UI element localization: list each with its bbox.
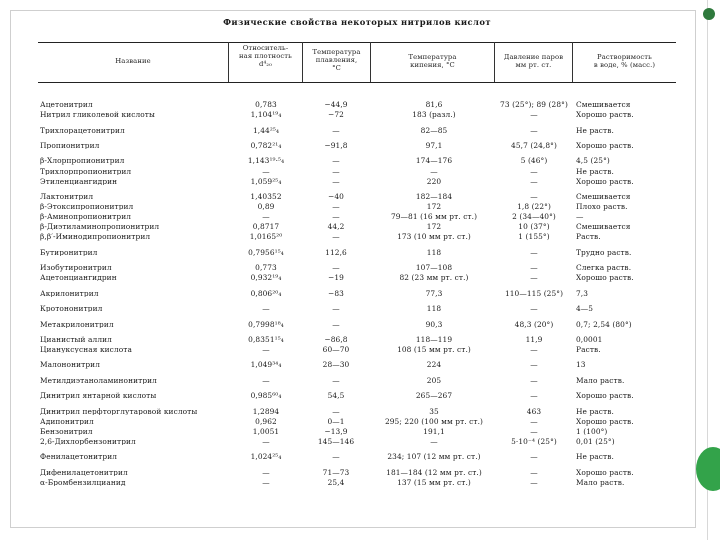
table-row [38,111,676,121]
cell-solubility: 4,5 (25°) [576,156,610,166]
table-row [38,479,676,489]
cell-solubility: Хорошо раств. [576,416,634,426]
cell-solubility: 13 [576,360,586,370]
cell-solubility: Хорошо раств. [576,467,634,477]
cell-boiling: 82—85 [420,125,448,135]
cell-melting: 25,4 [327,477,345,487]
cell-density: 1,0051 [252,426,280,436]
cell-melting: −86,8 [324,334,348,344]
cell-density: — [262,345,270,354]
cell-melting: −19 [328,273,344,283]
cell-boiling: 205 [426,375,442,385]
cell-boiling: 224 [426,360,442,370]
cell-vapor-pressure: — [530,426,538,436]
cell-name: Динитрил янтарной кислоты [40,392,157,400]
cell-name: Трихлорпропионитрил [40,167,132,175]
cell-melting: — [332,406,340,416]
cell-melting: — [332,212,340,222]
cell-solubility: — [576,212,584,222]
header-solubility: Растворимость в воде, % (масс.) [593,53,656,69]
cell-melting: 60—70 [322,345,350,354]
cell-boiling: 182—184 [415,192,453,201]
cell-name: β-Аминопропионитрил [40,213,132,221]
cell-vapor-pressure: 1 (155°) [518,232,550,242]
cell-boiling: 97,1 [425,141,443,150]
cell-boiling: 81,6 [425,100,443,109]
cell-vapor-pressure: 5·10⁻⁴ (25°) [511,436,557,446]
cell-vapor-pressure: 48,3 (20°) [514,319,554,329]
cell-name: β-Хлорпропионитрил [40,157,125,165]
cell-name: Этиленциангидрин [40,177,118,185]
cell-solubility: Слегка раств. [576,263,632,273]
table-row [38,274,676,284]
cell-vapor-pressure: — [530,375,538,385]
cell-vapor-pressure: — [530,176,538,186]
cell-boiling: 220 [426,176,442,186]
cell-boiling: 234; 107 (12 мм рт. ст.) [387,452,481,462]
cell-name: Нитрил гликолевой кислоты [40,111,155,119]
cell-vapor-pressure: 10 (37°) [518,222,550,232]
cell-name: Циануксусная кислота [40,346,132,354]
cell-solubility: 0,01 (25°) [576,436,615,446]
cell-vapor-pressure: 110—115 (25°) [504,288,564,298]
cell-solubility: 4—5 [576,304,594,313]
cell-name: α-Бромбензилцианид [40,478,126,487]
cell-name: Бутиронитрил [40,248,98,256]
cell-solubility: Смешивается [576,100,631,109]
cell-density: 1,2894 [252,406,280,416]
cell-density: 0,782²¹₄ [250,141,282,150]
cell-solubility: Трудно раств. [576,247,632,257]
cell-name: Динитрил перфторглутаровой кислоты [40,407,198,416]
header-name: Название [115,57,151,65]
cell-density: 1,024²⁵₄ [250,452,282,462]
cell-density: 0,783 [255,100,277,109]
cell-vapor-pressure: — [530,467,538,477]
cell-melting: — [332,304,340,313]
cell-solubility: Раств. [576,345,601,354]
cell-name: Дифенилацетонитрил [40,468,128,477]
cell-solubility: Не раств. [576,406,614,416]
table-row [38,168,676,178]
cell-vapor-pressure: — [530,125,538,135]
cell-vapor-pressure: 1,8 (22°) [517,202,551,211]
header-bottom-rule [38,82,676,83]
cell-boiling: 77,3 [425,288,443,298]
cell-boiling: — [430,436,438,446]
cell-solubility: 0,7; 2,54 (80°) [576,319,632,329]
cell-vapor-pressure: 5 (46°) [520,156,548,166]
cell-name: Фенилацетонитрил [40,453,118,461]
table-row [38,438,676,448]
cell-vapor-pressure: — [530,304,538,313]
table-row [38,233,676,243]
cell-solubility: Хорошо раств. [576,273,634,283]
cell-density: — [262,212,270,222]
cell-density: 0,89 [257,202,275,211]
cell-vapor-pressure: 11,9 [525,334,543,344]
cell-melting: −44,9 [324,100,348,109]
cell-density: 0,7956¹⁵₄ [248,247,284,257]
cell-melting: −83 [328,288,344,298]
cell-boiling: 191,1 [423,426,445,436]
cell-vapor-pressure: — [530,452,538,462]
cell-vapor-pressure: 463 [526,406,542,416]
cell-melting: 71—73 [322,467,350,477]
cell-density: 0,8717 [252,222,280,232]
cell-boiling: 181—184 (12 мм рт. ст.) [386,467,482,477]
cell-density: 0,773 [255,263,277,273]
cell-name: β,β′-Иминодипропионитрил [40,233,151,241]
cell-vapor-pressure: 45,7 (24,8°) [511,141,557,150]
cell-density: 1,143¹⁹·⁵₄ [247,156,285,166]
cell-vapor-pressure: — [530,263,538,273]
cell-melting: −91,8 [324,141,348,150]
header-vapor-pressure: Давление паров мм рт. ст. [503,53,564,69]
table-row [38,377,676,387]
table-row [38,392,676,402]
cell-density: 1,0165²⁰ [249,232,283,242]
cell-boiling: 108 (15 мм рт. ст.) [397,345,471,354]
table-row [38,453,676,463]
cell-boiling: 79—81 (16 мм рт. ст.) [390,212,478,222]
cell-solubility: 7,3 [576,288,589,298]
cell-name: 2,6-Дихлорбензонитрил [40,437,136,446]
header-boiling: Температура кипения, °С [408,53,457,69]
cell-boiling: 137 (15 мм рт. ст.) [397,477,471,487]
cell-boiling: 265—267 [415,391,453,401]
cell-vapor-pressure: — [530,110,538,119]
cell-melting: — [332,232,340,242]
cell-boiling: 90,3 [425,319,443,329]
cell-vapor-pressure: — [530,391,538,401]
cell-melting: — [332,319,340,329]
cell-vapor-pressure: 2 (34—40°) [512,212,556,222]
cell-melting: — [332,375,340,385]
cell-boiling: 35 [429,406,439,416]
cell-name: Малононитрил [40,361,100,369]
cell-vapor-pressure: — [530,360,538,370]
cell-solubility: Не раств. [576,125,614,135]
cell-melting: 28—30 [322,360,350,370]
cell-boiling: 118—119 [415,334,453,344]
cell-melting: — [332,156,340,166]
cell-density: — [262,304,270,313]
document-page [38,18,676,508]
table-row [38,249,676,259]
cell-density: 0,932¹⁹₄ [250,273,282,283]
cell-melting: — [332,263,340,273]
cell-density: — [262,477,270,487]
table-row [38,321,676,331]
cell-vapor-pressure: — [530,345,538,354]
cell-melting: 0—1 [327,416,345,426]
cell-solubility: Хорошо раств. [576,141,634,150]
cell-melting: — [332,176,340,186]
cell-melting: — [332,166,340,176]
cell-name: β-Диэтиламинопропионитрил [40,223,160,231]
cell-boiling: 172 [426,222,442,232]
cell-vapor-pressure: — [530,247,538,257]
cell-name: Бензонитрил [40,427,93,436]
cell-density: — [262,436,270,446]
cell-vapor-pressure: — [530,477,538,487]
cell-name: Адипонитрил [40,417,94,426]
cell-density: 0,985⁶⁰₄ [250,391,282,401]
cell-boiling: 174—176 [415,156,453,166]
cell-solubility: 0,0001 [576,334,603,344]
cell-melting: −72 [328,110,344,119]
table-row [38,127,676,137]
cell-melting: 112,6 [325,247,347,257]
cell-solubility: Смешивается [576,222,631,232]
cell-solubility: Мало раств. [576,375,625,385]
cell-solubility: Смешивается [576,192,631,201]
table-row [38,290,676,300]
cell-boiling: 295; 220 (100 мм рт. ст.) [384,416,484,426]
cell-boiling: 118 [426,304,442,313]
decorative-green-circle [696,447,720,491]
cell-density: 1,44²⁵₄ [252,125,280,135]
decorative-dot [703,8,715,20]
cell-density: 1,049³⁴₄ [250,360,282,370]
cell-boiling: 118 [426,247,442,257]
cell-name: Метакрилонитрил [40,320,114,328]
cell-melting: −13,9 [324,426,348,436]
cell-name: Цианистый аллил [40,335,112,344]
cell-melting: −40 [328,192,344,201]
table-row [38,142,676,152]
cell-solubility: Не раств. [576,166,614,176]
cell-melting: — [332,125,340,135]
cell-density: 1,104¹⁹₄ [250,110,282,119]
cell-vapor-pressure: — [530,166,538,176]
cell-density: 1,059²⁵₄ [250,176,282,186]
cell-vapor-pressure: — [530,192,538,201]
cell-density: 1,40352 [250,192,282,201]
cell-solubility: Плохо раств. [576,202,628,211]
cell-melting: 54,5 [327,391,345,401]
cell-vapor-pressure: — [530,416,538,426]
cell-name: Пропионитрил [40,142,100,150]
cell-boiling: 107—108 [415,263,453,273]
cell-solubility: Мало раств. [576,477,625,487]
cell-vapor-pressure: — [530,273,538,283]
cell-density: 0,8351¹⁵₄ [248,334,284,344]
cell-density: 0,962 [255,416,277,426]
cell-name: β-Этоксипропионитрил [40,203,134,211]
cell-vapor-pressure: 73 (25°); 89 (28°) [500,100,568,109]
cell-solubility: Хорошо раств. [576,176,634,186]
header-melting: Температура плавления, °С [312,48,361,72]
cell-density: — [262,166,270,176]
cell-solubility: 1 (100°) [576,426,608,436]
cell-density: 0,806²⁰₄ [250,288,282,298]
table-row [38,157,676,167]
cell-solubility: Раств. [576,232,601,242]
cell-name: Лактонитрил [40,193,94,201]
cell-name: Метилдиэтаноламинонитрил [40,376,157,385]
cell-boiling: 172 [426,202,442,211]
cell-melting: — [332,202,340,211]
cell-solubility: Хорошо раств. [576,391,634,401]
cell-name: Трихлорацетонитрил [40,126,125,134]
cell-melting: 145—146 [317,436,355,446]
table-row [38,361,676,371]
cell-solubility: Не раств. [576,452,614,462]
table-title: Физические свойства некоторых нитрилов кислот [223,17,491,27]
cell-name: Акрилонитрил [40,289,99,297]
cell-name: Ацетонциангидрин [40,274,117,282]
cell-boiling: 183 (разл.) [412,110,456,119]
cell-solubility: Хорошо раств. [576,110,634,119]
cell-density: 0,7998¹⁸₄ [248,319,284,329]
cell-name: Ацетонитрил [40,101,93,109]
cell-melting: 44,2 [327,222,345,232]
table-row [38,346,676,356]
cell-density: — [262,467,270,477]
cell-name: Изобутиронитрил [40,264,112,272]
header-density: Относитель- ная плотность d⁴₂₀ [239,44,292,68]
cell-density: — [262,375,270,385]
cell-boiling: — [430,166,438,176]
table-row [38,178,676,188]
cell-boiling: 173 (10 мм рт. ст.) [397,232,471,242]
header-top-rule [38,42,676,43]
cell-melting: — [332,452,340,462]
table-row [38,305,676,315]
cell-boiling: 82 (23 мм рт. ст.) [399,273,469,283]
cell-name: Кротононитрил [40,305,103,313]
